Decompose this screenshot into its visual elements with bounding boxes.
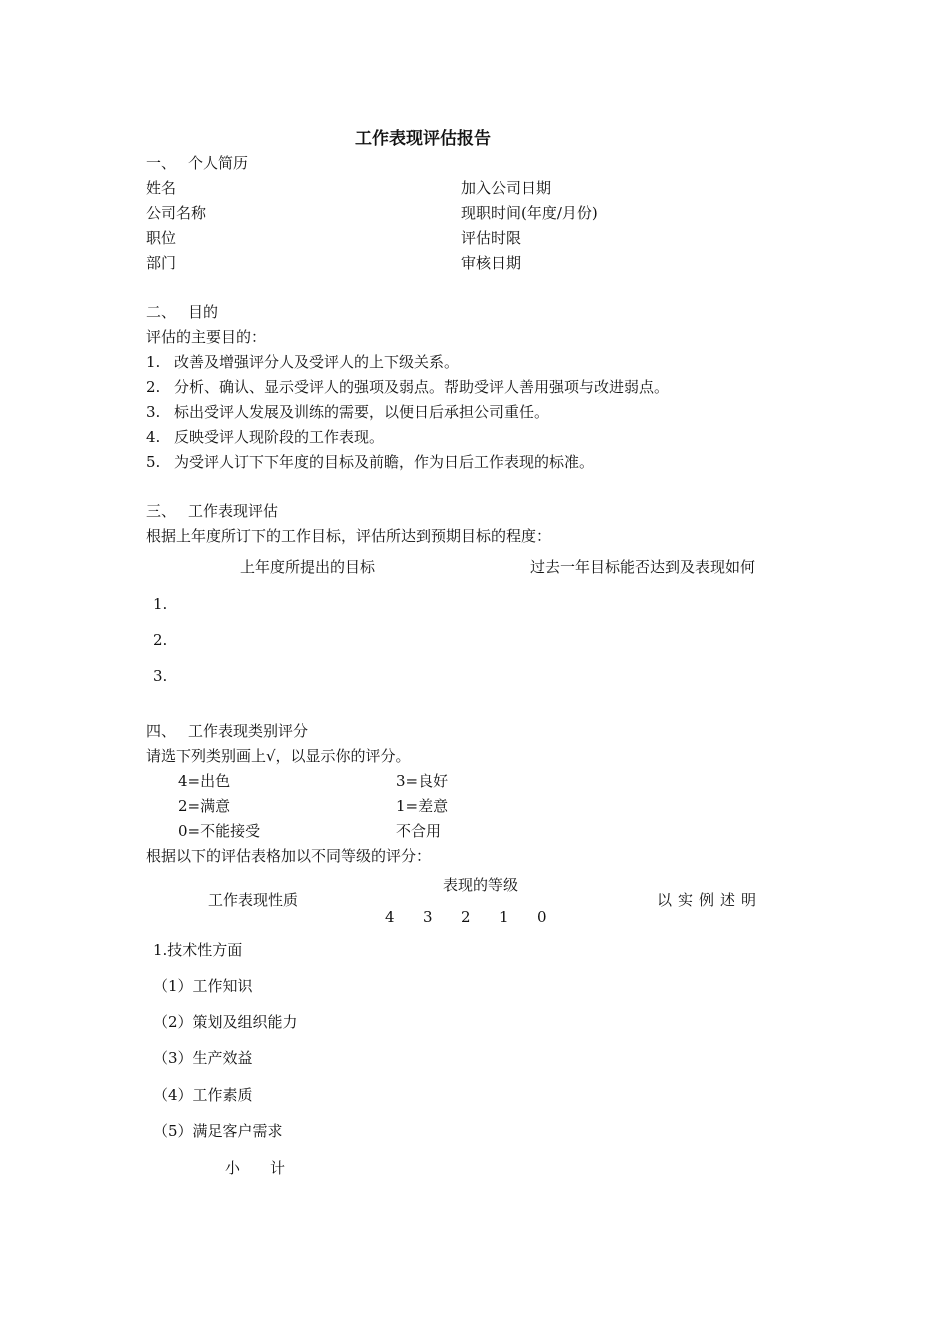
section-2-number: 二、 — [146, 303, 177, 321]
field-name-label: 姓名 — [146, 179, 177, 197]
section-3-number: 三、 — [146, 502, 177, 520]
section-4-intro-2: 根据以下的评估表格加以不同等级的评分： — [146, 847, 432, 865]
achievement-column-header: 过去一年目标能否达到及表现如何 — [530, 558, 756, 576]
purpose-item-number: 3. — [146, 403, 161, 421]
section-4-heading: 工作表现类别评分 — [188, 722, 309, 740]
goal-row-number: 3. — [153, 667, 168, 685]
level-value: 0 — [537, 908, 547, 926]
field-review-period-label: 评估时限 — [461, 229, 522, 247]
evaluation-item: （1）工作知识 — [153, 977, 253, 995]
field-join-date-label: 加入公司日期 — [461, 179, 552, 197]
purpose-item-text: 为受评人订下下年度的目标及前瞻，作为日后工作表现的标准。 — [174, 453, 595, 471]
level-value: 3 — [423, 908, 433, 926]
level-value: 2 — [461, 908, 471, 926]
example-column-header: 以实例述明 — [657, 891, 763, 909]
goal-row-number: 1. — [153, 595, 168, 613]
level-column-header: 表现的等级 — [443, 876, 519, 894]
goal-row-number: 2. — [153, 631, 168, 649]
purpose-item-number: 2. — [146, 378, 161, 396]
purpose-item-number: 1. — [146, 353, 161, 371]
subtotal-label: 小 计 — [225, 1159, 286, 1177]
evaluation-item: （3）生产效益 — [153, 1049, 253, 1067]
evaluation-item: （5）满足客户需求 — [153, 1122, 283, 1140]
nature-column-header: 工作表现性质 — [208, 891, 299, 909]
category-heading: 1.技术性方面 — [153, 941, 243, 959]
field-company-label: 公司名称 — [146, 204, 207, 222]
field-tenure-label: 现职时间(年度/月份) — [461, 204, 598, 222]
section-3-heading: 工作表现评估 — [188, 502, 279, 520]
level-value: 1 — [499, 908, 509, 926]
scale-item: 4=出色 — [178, 772, 231, 790]
section-4-intro: 请选下列类别画上√，以显示你的评分。 — [146, 747, 411, 765]
evaluation-item: （4）工作素质 — [153, 1086, 253, 1104]
scale-item: 1=差意 — [396, 797, 449, 815]
scale-item: 3=良好 — [396, 772, 449, 790]
purpose-item-number: 4. — [146, 428, 161, 446]
evaluation-item: （2）策划及组织能力 — [153, 1013, 298, 1031]
section-2-heading: 目的 — [188, 303, 219, 321]
level-value: 4 — [385, 908, 395, 926]
scale-item: 2=满意 — [178, 797, 231, 815]
section-3-intro: 根据上年度所订下的工作目标，评估所达到预期目标的程度： — [146, 527, 552, 545]
field-audit-date-label: 审核日期 — [461, 254, 522, 272]
section-4-number: 四、 — [146, 722, 177, 740]
section-2-intro: 评估的主要目的： — [146, 328, 267, 346]
purpose-item-text: 反映受评人现阶段的工作表现。 — [174, 428, 385, 446]
section-1-number: 一、 — [146, 154, 177, 172]
purpose-item-text: 标出受评人发展及训练的需要，以便日后承担公司重任。 — [174, 403, 550, 421]
purpose-item-text: 分析、确认、显示受评人的强项及弱点。帮助受评人善用强项与改进弱点。 — [174, 378, 670, 396]
section-1-heading: 个人简历 — [188, 154, 249, 172]
goals-column-header: 上年度所提出的目标 — [240, 558, 376, 576]
field-department-label: 部门 — [146, 254, 177, 272]
purpose-item-number: 5. — [146, 453, 161, 471]
scale-item: 不合用 — [396, 822, 442, 840]
purpose-item-text: 改善及增强评分人及受评人的上下级关系。 — [174, 353, 460, 371]
page-title: 工作表现评估报告 — [355, 129, 491, 149]
scale-item: 0=不能接受 — [178, 822, 261, 840]
field-position-label: 职位 — [146, 229, 177, 247]
